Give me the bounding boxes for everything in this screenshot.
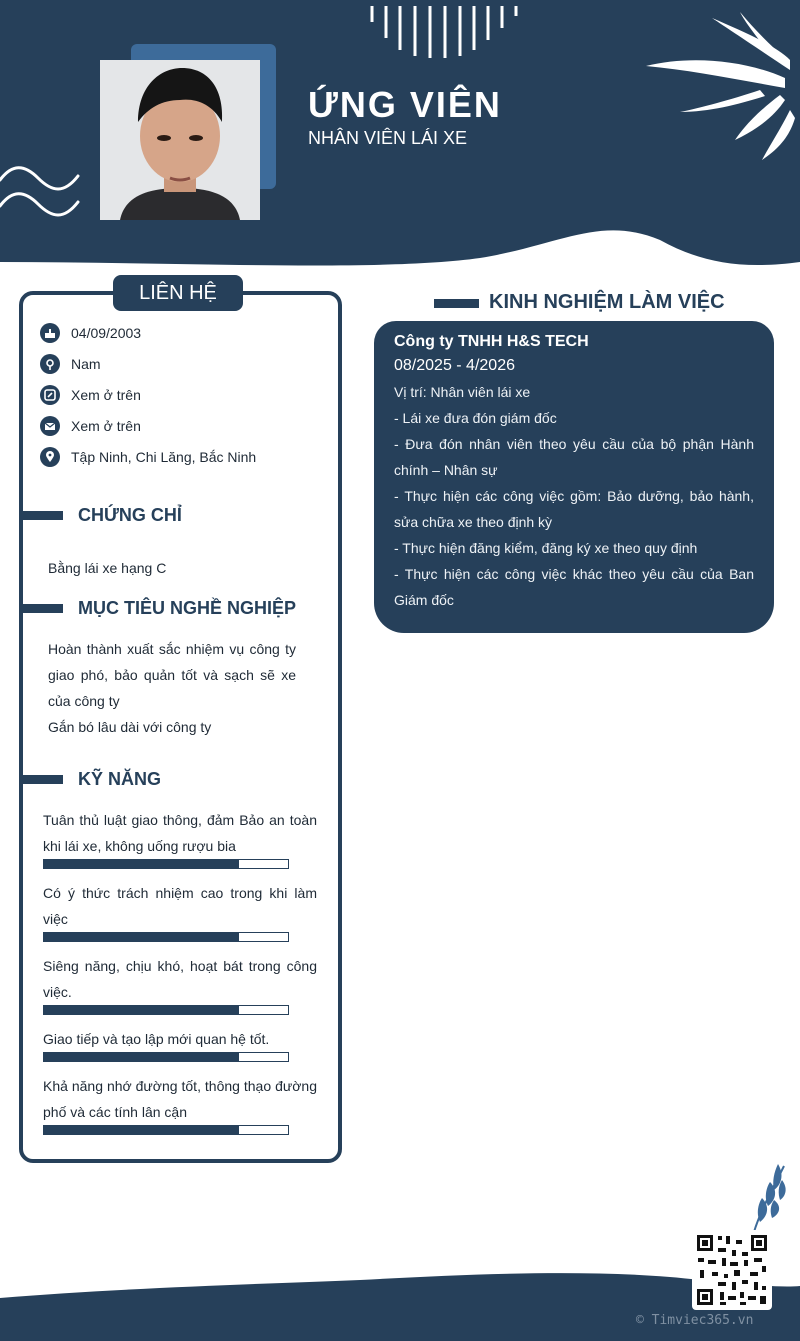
birthday-cake-icon (40, 323, 60, 343)
experience-heading-bar (434, 299, 479, 308)
experience-line: - Thực hiện đăng kiểm, đăng ký xe theo quy định (394, 540, 698, 556)
objective-heading: MỤC TIÊU NGHỀ NGHIỆP (78, 598, 297, 618)
contact-heading: LIÊN HỆ (113, 275, 243, 311)
skill-name: Có ý thức trách nhiệm cao trong khi làm việc (43, 885, 317, 927)
candidate-job-title: NHÂN VIÊN LÁI XE (308, 128, 468, 148)
contact-row-phone (40, 384, 141, 406)
footer-background (0, 1260, 800, 1341)
skill-name: Giao tiếp và tạo lập mới quan hệ tốt. (43, 1031, 270, 1047)
location-pin-icon (40, 447, 60, 467)
skill-level-fill (44, 1126, 239, 1134)
experience-line: - Thực hiện các công việc gồm: Bảo dưỡng, bảo hành, sửa chữa xe theo định kỳ (394, 488, 754, 530)
skill-level-bar (43, 859, 289, 869)
leaf-decoration (738, 1160, 790, 1234)
contact-phone[interactable]: Xem ở trên (71, 387, 141, 403)
objective-line: Gắn bó lâu dài với công ty (48, 719, 212, 735)
skills-heading: KỸ NĂNG (78, 769, 162, 789)
phone-icon (40, 385, 60, 405)
contact-row-email (40, 415, 141, 437)
contact-row-address (40, 446, 256, 468)
objective-line: Hoàn thành xuất sắc nhiệm vụ công ty giao phó, bảo quản tốt và sạch sẽ xe của công ty (48, 641, 296, 709)
contact-row-gender (40, 353, 101, 375)
contact-address: Tập Ninh, Chi Lăng, Bắc Ninh (71, 449, 257, 465)
experience-company: Công ty TNHH H&S TECH (394, 333, 589, 350)
watermark: © Timviec365.vn (636, 1313, 754, 1328)
gender-icon (40, 354, 60, 374)
skill-name: Khả năng nhớ đường tốt, thông thạo đường phố và các tính lân cận (43, 1078, 317, 1120)
skill-level-bar (43, 932, 289, 942)
certificate-item: Bằng lái xe hạng C (48, 560, 167, 576)
skill-level-bar (43, 1005, 289, 1015)
experience-line: - Lái xe đưa đón giám đốc (394, 410, 557, 426)
experience-period: 08/2025 - 4/2026 (394, 357, 515, 374)
email-icon (40, 416, 60, 436)
qr-code[interactable] (692, 1230, 772, 1310)
certificates-heading: CHỨNG CHỈ (78, 505, 182, 525)
contact-gender: Nam (71, 356, 101, 372)
experience-line: - Thực hiện các công việc khác theo yêu cầu của Ban Giám đốc (394, 566, 754, 608)
certificates-heading-bar (19, 511, 63, 520)
objective-heading-bar (19, 604, 63, 613)
candidate-photo (100, 60, 260, 220)
skill-level-bar (43, 1052, 289, 1062)
skill-level-fill (44, 1006, 239, 1014)
candidate-name: ỨNG VIÊN (308, 84, 502, 125)
experience-heading: KINH NGHIỆM LÀM VIỆC (489, 291, 725, 313)
skill-level-bar (43, 1125, 289, 1135)
contact-row-birthday (40, 322, 141, 344)
skills-heading-bar (19, 775, 63, 784)
contact-email[interactable]: Xem ở trên (71, 418, 141, 434)
experience-line: - Đưa đón nhân viên theo yêu cầu của bộ phận Hành chính – Nhân sự (394, 436, 754, 478)
skill-name: Siêng năng, chịu khó, hoạt bát trong công việc. (43, 958, 317, 1000)
experience-description (394, 379, 754, 613)
skill-level-fill (44, 933, 239, 941)
skill-name: Tuân thủ luật giao thông, đảm Bảo an toàn khi lái xe, không uống rượu bia (43, 812, 317, 854)
contact-birthday: 04/09/2003 (71, 325, 142, 341)
skill-level-fill (44, 860, 239, 868)
skill-level-fill (44, 1053, 239, 1061)
experience-line: Vị trí: Nhân viên lái xe (394, 384, 531, 400)
